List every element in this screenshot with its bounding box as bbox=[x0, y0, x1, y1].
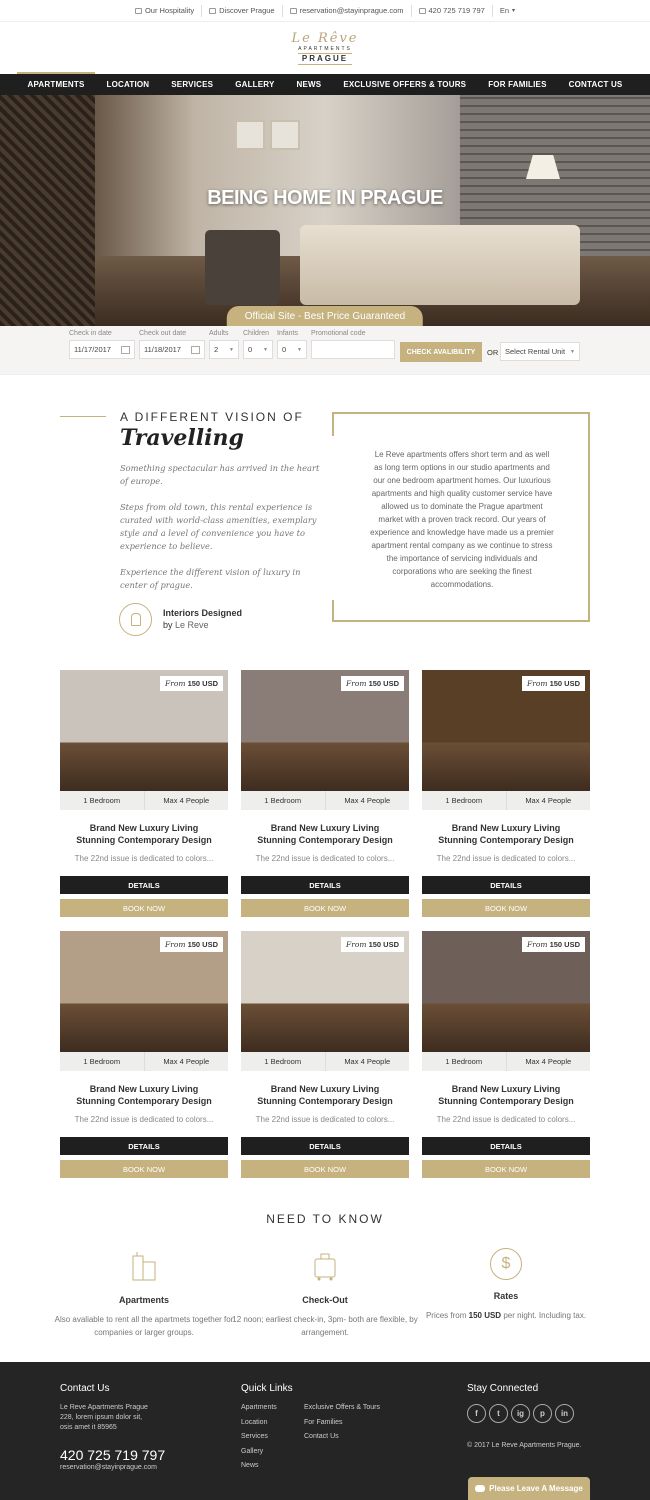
hero-sofa bbox=[300, 225, 580, 305]
apartment-card bbox=[241, 931, 409, 1178]
footer-link[interactable]: Location bbox=[241, 1418, 268, 1426]
max-people: Max 4 People bbox=[163, 1057, 210, 1066]
nav-services[interactable]: SERVICES bbox=[171, 80, 214, 89]
price-tag: From 150 USD bbox=[160, 676, 223, 691]
checkout-label: Check out date bbox=[139, 330, 187, 337]
building-icon bbox=[126, 1248, 162, 1284]
apartment-description: The 22nd issue is dedicated to colors... bbox=[74, 1115, 214, 1124]
nav-apartments[interactable]: APARTMENTS bbox=[17, 74, 96, 95]
facebook-icon[interactable]: f bbox=[467, 1404, 486, 1423]
bedroom-count: 1 Bedroom bbox=[241, 791, 326, 810]
social-links bbox=[467, 1404, 574, 1423]
footer-link[interactable]: Contact Us bbox=[304, 1433, 339, 1440]
need-to-know-title: NEED TO KNOW bbox=[266, 1212, 384, 1226]
footer bbox=[0, 1362, 650, 1500]
book-now-button[interactable]: BOOK NOW bbox=[241, 899, 409, 917]
details-button[interactable]: DETAILS bbox=[422, 876, 590, 894]
checkin-label: Check in date bbox=[69, 330, 112, 337]
or-label: OR bbox=[487, 348, 499, 357]
adults-select[interactable]: 2 ▼ bbox=[209, 340, 239, 359]
designer-name: by Le Reve bbox=[163, 620, 209, 630]
apartment-card bbox=[241, 670, 409, 917]
hero-wall-art bbox=[235, 120, 265, 150]
footer-link[interactable]: News bbox=[241, 1462, 259, 1469]
apartment-description: The 22nd issue is dedicated to colors... bbox=[74, 854, 214, 863]
details-button[interactable]: DETAILS bbox=[60, 876, 228, 894]
language-selector[interactable]: En ▾ bbox=[499, 6, 516, 15]
apartment-title[interactable]: Brand New Luxury Living Stunning Contemporary Design bbox=[257, 1084, 393, 1106]
apartment-description: The 22nd issue is dedicated to colors... bbox=[255, 1115, 395, 1124]
max-people: Max 4 People bbox=[344, 796, 391, 805]
booking-bar bbox=[0, 326, 650, 375]
vision-paragraph: Something spectacular has arrived in the heart of europe. bbox=[120, 463, 320, 486]
flag-icon bbox=[209, 8, 216, 14]
chevron-down-icon: ▼ bbox=[263, 346, 268, 353]
phone-icon bbox=[419, 8, 426, 14]
book-now-button[interactable]: BOOK NOW bbox=[241, 1160, 409, 1178]
leave-message-button[interactable]: Please Leave A Message bbox=[468, 1477, 590, 1500]
vision-section bbox=[0, 375, 650, 665]
bedroom-count: 1 Bedroom bbox=[60, 791, 145, 810]
calendar-icon bbox=[191, 346, 200, 354]
details-button[interactable]: DETAILS bbox=[60, 1137, 228, 1155]
max-people: Max 4 People bbox=[163, 796, 210, 805]
about-text: Le Reve apartments offers short term and as well as long term options in our studio apartments and our one bedroom apartment homes. Our luxurious apartments and high quality customer service have allowed us to dominate the Prague apartment market with a proven track record. Our years of experience and knowledge have made us a premier apartment rental company as we continue to stress the importance of servicing individuals and corporations who are seeking the finest accommodations. bbox=[370, 450, 554, 589]
footer-link[interactable]: For Families bbox=[304, 1418, 343, 1426]
nav-contact-us[interactable]: CONTACT US bbox=[568, 80, 623, 89]
vision-kicker: A DIFFERENT VISION OF bbox=[120, 410, 304, 424]
footer-links-col1 bbox=[241, 1401, 277, 1474]
promo-input[interactable] bbox=[311, 340, 395, 359]
footer-link[interactable]: Services bbox=[241, 1433, 268, 1440]
promo-label: Promotional code bbox=[311, 330, 366, 337]
designer-title: Interiors Designed bbox=[163, 608, 243, 618]
copyright: © 2017 Le Reve Apartments Prague. bbox=[467, 1442, 582, 1449]
apartment-title[interactable]: Brand New Luxury Living Stunning Contemporary Design bbox=[76, 1084, 212, 1106]
apartment-card bbox=[60, 931, 228, 1178]
children-label: Children bbox=[243, 330, 270, 337]
hero-decor-screen bbox=[0, 95, 95, 326]
linkedin-icon[interactable]: in bbox=[555, 1404, 574, 1423]
details-button[interactable]: DETAILS bbox=[422, 1137, 590, 1155]
lamp-icon bbox=[119, 603, 152, 636]
check-availability-button[interactable]: CHECK AVALIBILITY bbox=[400, 342, 482, 362]
max-people: Max 4 People bbox=[525, 1057, 572, 1066]
max-people: Max 4 People bbox=[344, 1057, 391, 1066]
footer-links-col2 bbox=[304, 1401, 380, 1445]
nav-news[interactable]: NEWS bbox=[296, 80, 322, 89]
pinterest-icon[interactable]: p bbox=[533, 1404, 552, 1423]
twitter-icon[interactable]: t bbox=[489, 1404, 508, 1423]
book-now-button[interactable]: BOOK NOW bbox=[60, 1160, 228, 1178]
main-nav bbox=[0, 74, 650, 95]
price-tag: From 150 USD bbox=[341, 676, 404, 691]
feature-apartments: Apartments Also avaliable to rent all the apartmets together for companies or larger groups. bbox=[49, 1248, 239, 1339]
feature-checkout: Check-Out 12 noon; earliest check-in, 3pm- both are flexible, by arrangement. bbox=[230, 1248, 420, 1339]
book-now-button[interactable]: BOOK NOW bbox=[60, 899, 228, 917]
chevron-down-icon: ▼ bbox=[229, 346, 234, 353]
apartment-card bbox=[60, 670, 228, 917]
discover-prague-link[interactable]: Discover Prague bbox=[202, 5, 282, 17]
apartment-title[interactable]: Brand New Luxury Living Stunning Contemporary Design bbox=[438, 823, 574, 845]
hero-title: BEING HOME IN PRAGUE bbox=[207, 187, 443, 209]
phone-link[interactable]: 420 725 719 797 bbox=[412, 5, 493, 17]
footer-email[interactable]: reservation@stayinprague.com bbox=[60, 1464, 157, 1471]
mail-icon bbox=[290, 8, 297, 14]
footer-address: Le Reve Apartments Prague 228, lorem ipsum dolor sit, osis amet it 85965 bbox=[60, 1404, 148, 1431]
calendar-icon bbox=[121, 346, 130, 354]
nav-location[interactable]: LOCATION bbox=[106, 80, 150, 89]
vision-paragraph: Experience the different vision of luxury in center of prague. bbox=[120, 567, 301, 590]
apartment-card bbox=[422, 670, 590, 917]
chat-bubble-icon bbox=[475, 1485, 485, 1492]
checkin-input[interactable]: 11/17/2017 bbox=[69, 340, 135, 359]
apartment-meta bbox=[60, 1052, 228, 1071]
luggage-icon bbox=[307, 1248, 343, 1284]
details-button[interactable]: DETAILS bbox=[241, 1137, 409, 1155]
book-now-button[interactable]: BOOK NOW bbox=[422, 899, 590, 917]
footer-social-title: Stay Connected bbox=[467, 1383, 539, 1394]
apartment-description: The 22nd issue is dedicated to colors... bbox=[436, 1115, 576, 1124]
price-tag: From 150 USD bbox=[341, 937, 404, 952]
email-link[interactable]: reservation@stayinprague.com bbox=[283, 5, 412, 17]
best-price-badge: Official Site - Best Price Guaranteed bbox=[227, 306, 423, 326]
apartment-card bbox=[422, 931, 590, 1178]
chevron-down-icon: ▾ bbox=[512, 8, 516, 14]
footer-links-title: Quick Links bbox=[241, 1383, 293, 1394]
apartment-meta bbox=[241, 791, 409, 810]
chevron-down-icon: ▼ bbox=[570, 348, 575, 355]
apartment-title[interactable]: Brand New Luxury Living Stunning Contemporary Design bbox=[257, 823, 393, 845]
footer-phone[interactable]: 420 725 719 797 bbox=[60, 1447, 166, 1463]
nav-gallery[interactable]: GALLERY bbox=[235, 80, 275, 89]
apartment-meta bbox=[241, 1052, 409, 1071]
apartment-title[interactable]: Brand New Luxury Living Stunning Contemporary Design bbox=[76, 823, 212, 845]
footer-link[interactable]: Exclusive Offers & Tours bbox=[304, 1404, 380, 1411]
apartment-title[interactable]: Brand New Luxury Living Stunning Contemporary Design bbox=[438, 1084, 574, 1106]
bedroom-count: 1 Bedroom bbox=[60, 1052, 145, 1071]
checkout-input[interactable]: 11/18/2017 bbox=[139, 340, 205, 359]
apartment-description: The 22nd issue is dedicated to colors... bbox=[436, 854, 576, 863]
hero-wall-art bbox=[270, 120, 300, 150]
apartment-meta bbox=[422, 791, 590, 810]
hand-icon bbox=[135, 8, 142, 14]
instagram-icon[interactable]: ig bbox=[511, 1404, 530, 1423]
adults-label: Adults bbox=[209, 330, 229, 337]
footer-contact-title: Contact Us bbox=[60, 1383, 110, 1394]
vision-title: Travelling bbox=[120, 425, 244, 451]
max-people: Max 4 People bbox=[525, 796, 572, 805]
bedroom-count: 1 Bedroom bbox=[241, 1052, 326, 1071]
site-logo[interactable]: Le Rêve APARTMENTS PRAGUE bbox=[291, 30, 359, 63]
footer-link[interactable]: Gallery bbox=[241, 1447, 264, 1455]
dollar-icon: $ bbox=[490, 1248, 522, 1280]
feature-rates: $ Rates Prices from 150 USD per night. Including tax. bbox=[411, 1248, 601, 1322]
hero-banner bbox=[0, 95, 650, 326]
bedroom-count: 1 Bedroom bbox=[422, 791, 507, 810]
price-tag: From 150 USD bbox=[160, 937, 223, 952]
hospitality-link[interactable]: Our Hospitality bbox=[128, 5, 202, 17]
hero-armchair bbox=[205, 230, 280, 305]
apartment-description: The 22nd issue is dedicated to colors... bbox=[255, 854, 395, 863]
infants-select[interactable]: 0 ▼ bbox=[277, 340, 307, 359]
footer-link[interactable]: Apartments bbox=[241, 1404, 277, 1411]
nav-for-families[interactable]: FOR FAMILIES bbox=[488, 80, 547, 89]
children-select[interactable]: 0 ▼ bbox=[243, 340, 273, 359]
nav-exclusive-offers[interactable]: EXCLUSIVE OFFERS & TOURS bbox=[343, 80, 467, 89]
vision-paragraph: Steps from old town, this rental experience is curated with world-class amenities, exemplary style and a level of convenience you have to experience to believe. bbox=[120, 502, 317, 551]
price-tag: From 150 USD bbox=[522, 937, 585, 952]
price-tag: From 150 USD bbox=[522, 676, 585, 691]
chevron-down-icon: ▼ bbox=[297, 346, 302, 353]
apartment-meta bbox=[60, 791, 228, 810]
infants-label: Infants bbox=[277, 330, 299, 337]
bedroom-count: 1 Bedroom bbox=[422, 1052, 507, 1071]
about-box bbox=[332, 412, 590, 622]
book-now-button[interactable]: BOOK NOW bbox=[422, 1160, 590, 1178]
apartment-meta bbox=[422, 1052, 590, 1071]
divider bbox=[60, 416, 106, 417]
top-bar bbox=[0, 0, 650, 22]
rental-unit-select[interactable]: Select Rental Unit ▼ bbox=[500, 342, 580, 361]
details-button[interactable]: DETAILS bbox=[241, 876, 409, 894]
